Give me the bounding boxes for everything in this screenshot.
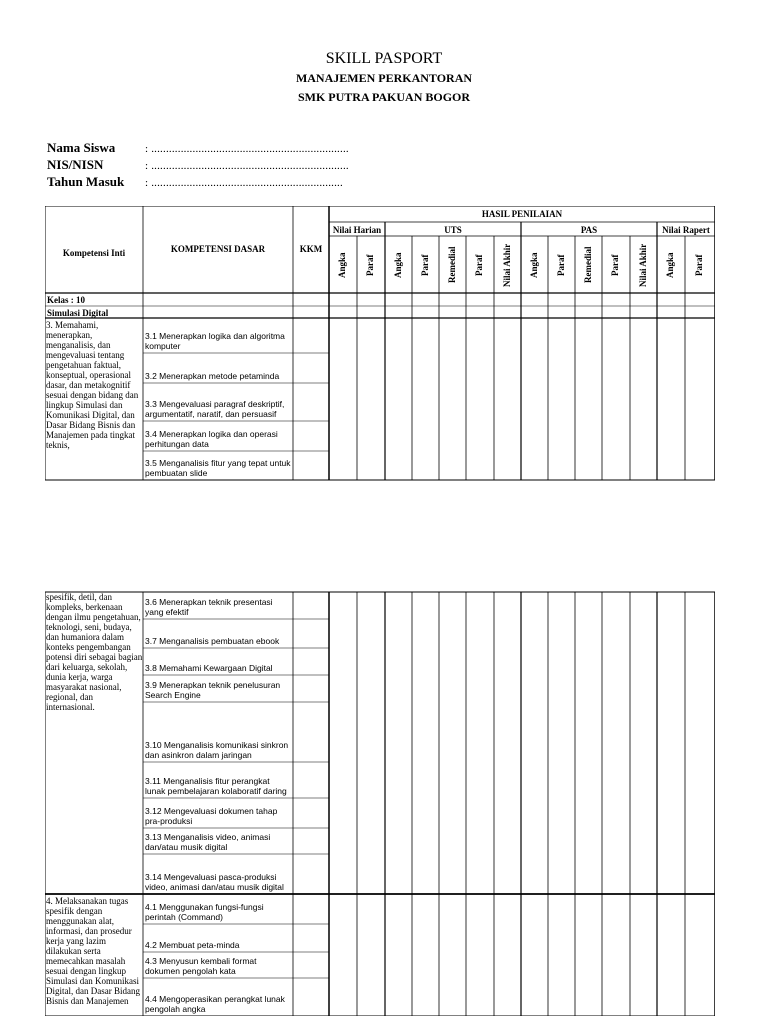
header-hasil-penilaian: HASIL PENILAIAN xyxy=(481,209,563,219)
subheader-angka: Angka xyxy=(528,252,539,278)
subheader-paraf: Paraf xyxy=(610,254,620,276)
kd-item: 3.2 Menerapkan metode petaminda xyxy=(145,370,280,381)
subheader-paraf: Paraf xyxy=(555,254,566,276)
ki4-text: 4. Melaksanakan tugas spesifik dengan menggunakan alat, informasi, dan prosedur kerja yang lazim dilakukan serta memecahkan masalah sesuai dengan lingkup Simulasi dan Komunikasi Digital, dan Dasar Bidang Bisnis dan Manajemen xyxy=(46,896,140,1006)
subheader-nilai-akhir: Nilai Akhir xyxy=(637,243,648,287)
header-kompetensi-inti: Kompetensi Inti xyxy=(62,248,126,258)
subheader-remedial: Remedial xyxy=(446,246,457,284)
group-nilai-harian: Nilai Harian xyxy=(332,225,382,235)
identity-value: : ................................................................. xyxy=(145,177,343,189)
kd-item: 4.3 Menyusun kembali format dokumen pengolah kata xyxy=(145,956,257,976)
kd-item: 3.3 Mengevaluasi paragraf deskriptif, argumentatif, naratif, dan persuasif xyxy=(145,399,285,419)
subject-label: Simulasi Digital xyxy=(47,308,109,318)
kelas-label: Kelas : 10 xyxy=(47,295,85,305)
kd-item: 3.9 Menerapkan teknik penelusuran Search Engine xyxy=(145,680,281,700)
kd-item: 3.6 Menerapkan teknik presentasi yang efektif xyxy=(145,597,273,617)
kd-item: 3.11 Menganalisis fitur perangkat lunak pembelajaran kolaboratif daring xyxy=(145,776,287,796)
kd-item: 3.5 Menganalisis fitur yang tepat untuk pembuatan slide xyxy=(145,458,291,478)
subheader-remedial: Remedial xyxy=(582,246,593,284)
subheader-paraf: Paraf xyxy=(365,254,375,276)
kd-item: 3.13 Menganalisis video, animasi dan/atau musik digital xyxy=(145,832,271,852)
subheader-paraf: Paraf xyxy=(419,254,430,276)
group-nilai-rapert: Nilai Rapert xyxy=(662,225,710,235)
identity-value: : ................................................................... xyxy=(145,143,349,155)
header-kkm: KKM xyxy=(299,244,323,254)
kd-item: 3.10 Menganalisis komunikasi sinkron dan asinkron dalam jaringan xyxy=(145,740,289,760)
kd-item: 4.1 Menggunakan fungsi-fungsi perintah (Command) xyxy=(145,902,264,922)
identity-label: NIS/NISN xyxy=(47,157,104,172)
ki3-text-part2: spesifik, detil, dan kompleks, berkenaan dengan ilmu pengetahuan, teknologi, seni, budaya, dan humaniora dalam konteks pengembangan potensi diri sebagai bagian dari keluarga, sekolah, dunia kerja, warga masyarakat nasional, regional, dan internasional. xyxy=(46,592,143,712)
group-pas: PAS xyxy=(580,225,598,235)
identity-label: Tahun Masuk xyxy=(47,174,125,189)
kd-item: 4.4 Mengoperasikan perangkat lunak pengolah angka xyxy=(145,994,285,1014)
document-title: SKILL PASPORT xyxy=(325,50,443,67)
identity-row-name xyxy=(47,140,349,156)
school-name: SMK PUTRA PAKUAN BOGOR xyxy=(297,90,471,104)
subheader-angka: Angka xyxy=(665,252,675,278)
identity-row-nis xyxy=(47,157,349,173)
subheader-paraf: Paraf xyxy=(474,254,484,276)
subheader-nilai-akhir: Nilai Akhir xyxy=(501,243,512,287)
identity-value: : ................................................................... xyxy=(145,160,349,172)
ki3-text-part1: 3. Memahami, menerapkan, menganalisis, dan mengevaluasi tentang pengetahuan faktual, konseptual, operasional dasar, dan metakognitif sesuai dengan bidang dan lingkup Simulasi dan Komunikasi Digital, dan Dasar Bidang Bisnis dan Manajemen pada tingkat teknis, xyxy=(46,320,139,450)
subheader-paraf: Paraf xyxy=(694,254,704,276)
kd-item: 3.12 Mengevaluasi dokumen tahap pra-produksi xyxy=(145,806,278,826)
kd-item: 3.1 Menerapkan logika dan algoritma komputer xyxy=(145,331,285,351)
kd-item: 3.14 Mengevaluasi pasca-produksi video, animasi dan/atau musik digital xyxy=(145,872,284,892)
kd-item: 3.4 Menerapkan logika dan operasi perhitungan data xyxy=(145,429,278,449)
group-uts: UTS xyxy=(444,225,462,235)
identity-row-year xyxy=(47,174,343,190)
kd-item: 4.2 Membuat peta-minda xyxy=(145,939,240,950)
program-name: MANAJEMEN PERKANTORAN xyxy=(295,71,473,85)
kd-item: 3.7 Menganalisis pembuatan ebook xyxy=(145,635,280,646)
kd-item: 3.8 Memahami Kewargaan Digital xyxy=(145,662,273,673)
subheader-angka: Angka xyxy=(337,252,347,278)
identity-label: Nama Siswa xyxy=(47,140,116,155)
header-kompetensi-dasar: KOMPETENSI DASAR xyxy=(170,244,266,254)
subheader-angka: Angka xyxy=(392,252,403,278)
